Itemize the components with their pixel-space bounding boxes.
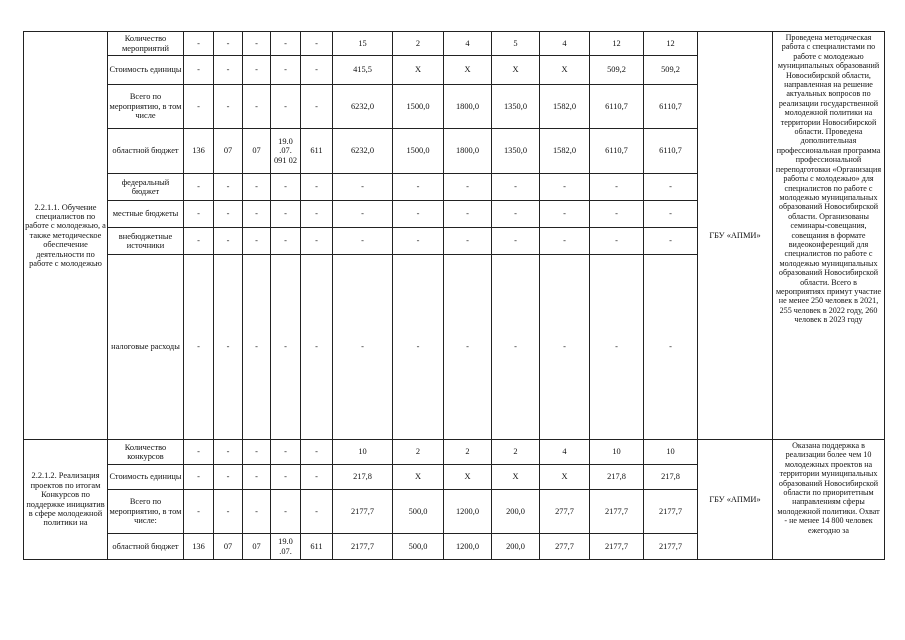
program-table <box>23 31 885 560</box>
cell: - <box>492 174 540 201</box>
indicator-label: федеральный бюджет <box>108 174 184 201</box>
cell: - <box>243 490 271 534</box>
cell: 200,0 <box>492 490 540 534</box>
cell: 611 <box>301 129 333 174</box>
cell: - <box>301 56 333 85</box>
cell: X <box>393 56 444 85</box>
cell: - <box>214 255 243 440</box>
cell: - <box>540 174 590 201</box>
cell: 2 <box>492 440 540 465</box>
cell: 1582,0 <box>540 129 590 174</box>
indicator-label: Всего по мероприятию, в том числе: <box>108 490 184 534</box>
cell: 6110,7 <box>590 85 644 129</box>
cell: 2177,7 <box>333 534 393 560</box>
cell: 1582,0 <box>540 85 590 129</box>
cell: 136 <box>184 129 214 174</box>
cell: - <box>271 440 301 465</box>
cell: - <box>271 490 301 534</box>
cell: 2 <box>444 440 492 465</box>
cell: - <box>243 174 271 201</box>
cell: - <box>184 174 214 201</box>
indicator-label: налоговые расходы <box>108 255 184 440</box>
cell: 611 <box>301 534 333 560</box>
cell: 415,5 <box>333 56 393 85</box>
cell: - <box>333 255 393 440</box>
cell: 07 <box>243 534 271 560</box>
cell: 2177,7 <box>644 490 698 534</box>
cell: - <box>590 228 644 255</box>
indicator-label: Всего по мероприятию, в том числе <box>108 85 184 129</box>
cell: 500,0 <box>393 490 444 534</box>
cell: - <box>271 228 301 255</box>
cell: 4 <box>540 32 590 56</box>
cell: X <box>540 465 590 490</box>
cell: - <box>243 440 271 465</box>
cell: 217,8 <box>644 465 698 490</box>
expected-result: Оказана поддержка в реализации более чем 10 молодежных проектов на территории муниципальных образований Новосибирской области по приоритетным направлениям сферы молодежной политики. Охват - не менее 14 800 человек ежегодно за <box>773 440 885 560</box>
cell: 1800,0 <box>444 85 492 129</box>
cell: 07 <box>243 129 271 174</box>
cell: - <box>243 201 271 228</box>
cell: - <box>644 174 698 201</box>
cell: 136 <box>184 534 214 560</box>
cell: - <box>301 174 333 201</box>
cell: - <box>301 490 333 534</box>
cell: 1500,0 <box>393 129 444 174</box>
cell: - <box>444 255 492 440</box>
cell: 509,2 <box>644 56 698 85</box>
cell: - <box>644 228 698 255</box>
cell: - <box>301 85 333 129</box>
cell: - <box>184 56 214 85</box>
cell: - <box>444 174 492 201</box>
indicator-label: областной бюджет <box>108 534 184 560</box>
cell: - <box>301 255 333 440</box>
cell: - <box>243 465 271 490</box>
cell: 07 <box>214 534 243 560</box>
cell: - <box>540 255 590 440</box>
cell: 217,8 <box>333 465 393 490</box>
cell: - <box>333 201 393 228</box>
cell: 1350,0 <box>492 85 540 129</box>
cell: - <box>644 255 698 440</box>
cell: - <box>243 255 271 440</box>
cell: - <box>184 32 214 56</box>
cell: 10 <box>590 440 644 465</box>
cell: 217,8 <box>590 465 644 490</box>
cell: - <box>184 85 214 129</box>
cell: 200,0 <box>492 534 540 560</box>
cell: - <box>271 255 301 440</box>
cell: - <box>590 174 644 201</box>
cell: - <box>492 201 540 228</box>
cell: - <box>214 201 243 228</box>
indicator-label: областной бюджет <box>108 129 184 174</box>
cell: 2 <box>393 440 444 465</box>
cell: - <box>271 174 301 201</box>
cell: 19.0 .07. 091 02 <box>271 129 301 174</box>
cell: - <box>214 174 243 201</box>
cell: - <box>184 201 214 228</box>
cell: 500,0 <box>393 534 444 560</box>
cell: - <box>444 228 492 255</box>
cell: - <box>393 201 444 228</box>
cell: - <box>393 228 444 255</box>
cell: 277,7 <box>540 490 590 534</box>
indicator-label: Количество конкурсов <box>108 440 184 465</box>
cell: 1200,0 <box>444 490 492 534</box>
cell: - <box>492 228 540 255</box>
cell: 6110,7 <box>590 129 644 174</box>
cell: 1200,0 <box>444 534 492 560</box>
cell: 4 <box>444 32 492 56</box>
cell: 2177,7 <box>590 490 644 534</box>
cell: 2177,7 <box>590 534 644 560</box>
cell: 10 <box>644 440 698 465</box>
table-row <box>24 440 885 465</box>
cell: X <box>444 465 492 490</box>
cell: - <box>271 201 301 228</box>
cell: 12 <box>590 32 644 56</box>
cell: 07 <box>214 129 243 174</box>
cell: - <box>271 56 301 85</box>
cell: X <box>492 56 540 85</box>
cell: - <box>214 32 243 56</box>
cell: - <box>393 174 444 201</box>
cell: - <box>184 255 214 440</box>
cell: X <box>540 56 590 85</box>
cell: X <box>492 465 540 490</box>
cell: 10 <box>333 440 393 465</box>
cell: - <box>444 201 492 228</box>
cell: - <box>271 85 301 129</box>
cell: - <box>540 201 590 228</box>
indicator-label: внебюджетные источники <box>108 228 184 255</box>
cell: 5 <box>492 32 540 56</box>
cell: X <box>444 56 492 85</box>
cell: - <box>214 85 243 129</box>
cell: X <box>393 465 444 490</box>
cell: 15 <box>333 32 393 56</box>
cell: - <box>540 228 590 255</box>
cell: 2177,7 <box>644 534 698 560</box>
cell: - <box>243 56 271 85</box>
cell: - <box>243 32 271 56</box>
cell: 6232,0 <box>333 85 393 129</box>
indicator-label: местные бюджеты <box>108 201 184 228</box>
cell: 1350,0 <box>492 129 540 174</box>
cell: - <box>184 440 214 465</box>
indicator-label: Стоимость единицы <box>108 465 184 490</box>
indicator-label: Стоимость единицы <box>108 56 184 85</box>
cell: - <box>271 32 301 56</box>
cell: 4 <box>540 440 590 465</box>
cell: - <box>644 201 698 228</box>
cell: 12 <box>644 32 698 56</box>
cell: - <box>243 228 271 255</box>
cell: - <box>214 440 243 465</box>
cell: - <box>184 228 214 255</box>
cell: - <box>301 32 333 56</box>
cell: - <box>590 255 644 440</box>
cell: - <box>184 465 214 490</box>
cell: - <box>214 465 243 490</box>
cell: 1500,0 <box>393 85 444 129</box>
cell: 1800,0 <box>444 129 492 174</box>
cell: 277,7 <box>540 534 590 560</box>
cell: - <box>184 490 214 534</box>
cell: - <box>271 465 301 490</box>
cell: - <box>333 174 393 201</box>
cell: - <box>393 255 444 440</box>
cell: - <box>301 440 333 465</box>
cell: 6110,7 <box>644 129 698 174</box>
executor: ГБУ «АПМИ» <box>698 440 773 560</box>
cell: - <box>492 255 540 440</box>
cell: - <box>590 201 644 228</box>
cell: - <box>243 85 271 129</box>
cell: 2177,7 <box>333 490 393 534</box>
cell: 2 <box>393 32 444 56</box>
executor: ГБУ «АПМИ» <box>698 32 773 440</box>
cell: - <box>214 56 243 85</box>
cell: - <box>333 228 393 255</box>
cell: - <box>301 201 333 228</box>
cell: 6110,7 <box>644 85 698 129</box>
task-name: 2.2.1.2. Реализация проектов по итогам Конкурсов по поддержке инициатив в сфере молодежной политики на <box>24 440 108 560</box>
expected-result: Проведена методическая работа с специалистами по работе с молодежью муниципальных образований Новосибирской области, направленная на решение актуальных вопросов по реализации государственной молодежной политики на территории Новосибирской области. Проведена дополнительная профессиональная программа профессиональной переподготовки «Организация работы с молодежью» для специалистов по работе с молодежью муниципальных образований Новосибирской области. Организованы семинары-совещания, совещания в формате видеоконференций для специалистов по работе с молодежью муниципальных образований Новосибирской области. Всего в мероприятиях примут участие не менее 250 человек в 2021, 255 человек в 2022 году, 260 человек в 2023 году <box>773 32 885 440</box>
cell: 6232,0 <box>333 129 393 174</box>
cell: 509,2 <box>590 56 644 85</box>
task-name: 2.2.1.1. Обучение специалистов по работе с молодежью, а также методическое обеспечение деятельности по работе с молодежью <box>24 32 108 440</box>
indicator-label: Количество мероприятий <box>108 32 184 56</box>
cell: - <box>301 228 333 255</box>
cell: - <box>301 465 333 490</box>
cell: - <box>214 490 243 534</box>
cell: - <box>214 228 243 255</box>
cell: 19.0 .07. <box>271 534 301 560</box>
table-row <box>24 32 885 56</box>
